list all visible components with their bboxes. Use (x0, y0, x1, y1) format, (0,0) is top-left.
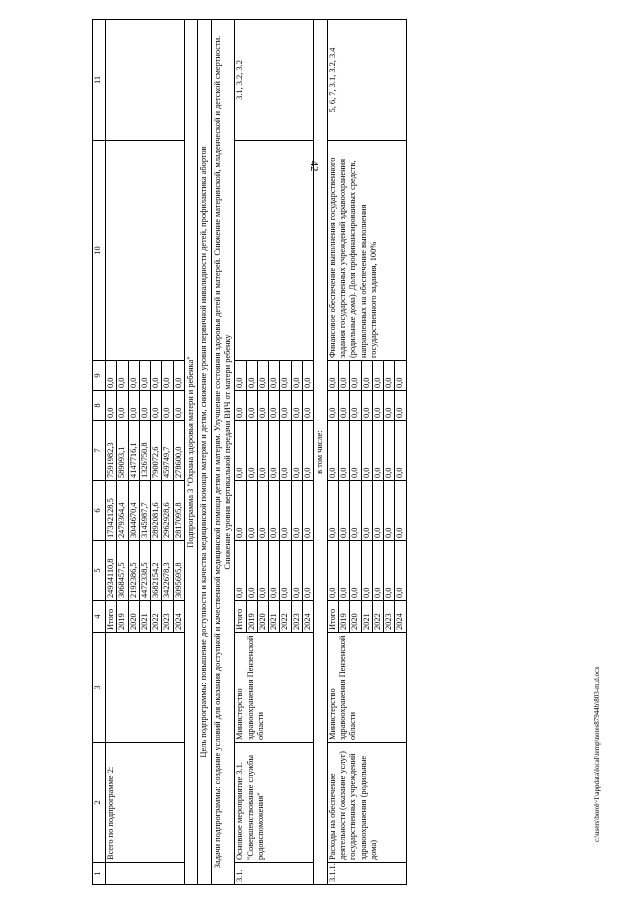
measure-3-1-value: 0,0 (235, 481, 246, 541)
subprogram-goal: Цель подпрограммы: повышение доступности и качества медицинской помощи матерям и детям, снижение уровня первичной инвалидности детей, профилактика абортов (198, 20, 211, 885)
measure-3-1-1-value: 0,0 (372, 421, 383, 481)
measure-3-1-1-value: 0,0 (372, 541, 383, 601)
measure-3-1-1-value: 0,0 (384, 391, 395, 421)
measure-3-1-value: 0,0 (269, 541, 280, 601)
total-value: 3095695,8 (173, 541, 184, 601)
total-value: 3682154,2 (151, 541, 162, 601)
total-value: 0,0 (162, 391, 173, 421)
total-value: 0,0 (128, 391, 139, 421)
total-value: 0,0 (117, 391, 128, 421)
measure-3-1-value: 0,0 (235, 391, 246, 421)
measure-3-1-1-value: 2021 (361, 601, 372, 633)
total-value: 0,0 (151, 361, 162, 391)
measure-3-1-value: 0,0 (280, 421, 291, 481)
column-number-row (93, 20, 106, 885)
measure-3-1-1-value: 0,0 (384, 481, 395, 541)
measure-3-1-value: 0,0 (257, 421, 268, 481)
total-refs (106, 20, 185, 141)
measure-3-1-1-value: 0,0 (395, 361, 406, 391)
measure-3-1-1-refs: 5, 6, 7, 3.1, 3.2, 3.4 (327, 20, 406, 141)
measure-3-1-value: 0,0 (291, 421, 302, 481)
measure-3-1-value: 0,0 (291, 541, 302, 601)
col-header-9: 9 (93, 361, 106, 391)
measure-3-1-1-value: 0,0 (361, 541, 372, 601)
total-value: 2024 (173, 601, 184, 633)
measure-3-1-1-value: 0,0 (338, 421, 349, 481)
measure-3-1-value: Итого (235, 601, 246, 633)
measure-3-1-1-value: 0,0 (372, 481, 383, 541)
goal-row (198, 20, 211, 885)
measure-3-1-1-executor: Министерство здравоохранения Пензенской области (327, 633, 406, 743)
measure-3-1-indicator (235, 141, 314, 361)
measure-3-1-value: 2023 (291, 601, 302, 633)
measure-3-1-value: 0,0 (257, 361, 268, 391)
measure-3-1-value: 0,0 (235, 541, 246, 601)
measure-3-1-row (235, 20, 246, 885)
measure-3-1-number: 3.1. (235, 863, 314, 885)
measure-3-1-1-indicator: Финансовое обеспечение выполнения государственного задания государственных учреждений здравоохранения (родильные дома). Доля профинансированных средств, направленных на обеспечение выполнения государственного задания, 100% (327, 141, 406, 361)
footer-path: c:\users\borol~1\appdata\local\temp\notes87944b\803-m.d.ocx (593, 666, 601, 842)
measure-3-1-value: 0,0 (303, 391, 314, 421)
measure-3-1-value: 0,0 (257, 391, 268, 421)
col-header-7: 7 (93, 421, 106, 481)
measure-3-1-1-value: 0,0 (350, 541, 361, 601)
measure-3-1-1-value: 2023 (384, 601, 395, 633)
total-value: 2962928,6 (162, 481, 173, 541)
measure-3-1-value: 2020 (257, 601, 268, 633)
total-value: 4147716,1 (128, 421, 139, 481)
col-header-8: 8 (93, 391, 106, 421)
measure-3-1-value: 0,0 (246, 481, 257, 541)
page-number: 42 (308, 160, 320, 172)
total-value: 0,0 (117, 361, 128, 391)
measure-3-1-1-value: 2022 (372, 601, 383, 633)
measure-3-1-1-value: 0,0 (372, 391, 383, 421)
measure-3-1-value: 2021 (269, 601, 280, 633)
col-header-3: 3 (93, 633, 106, 743)
total-value: 2023 (162, 601, 173, 633)
measure-3-1-value: 0,0 (280, 361, 291, 391)
measure-3-1-value: 0,0 (246, 421, 257, 481)
total-value: 2022 (151, 601, 162, 633)
measure-3-1-1-value: 2024 (395, 601, 406, 633)
total-block (106, 20, 185, 885)
measure-3-1-1-value: 0,0 (350, 361, 361, 391)
total-value: 0,0 (106, 361, 117, 391)
total-value: 278600,0 (173, 421, 184, 481)
measure-3-1-1-value: 2020 (350, 601, 361, 633)
measure-3-1-1-value: 0,0 (350, 481, 361, 541)
col-header-1: 1 (93, 863, 106, 885)
measure-3-1-1-value: 0,0 (350, 421, 361, 481)
col-header-10: 10 (93, 141, 106, 361)
total-value: 3422678,3 (162, 541, 173, 601)
measure-3-1-1-value: 2019 (338, 601, 349, 633)
total-value: 3068457,5 (117, 541, 128, 601)
measure-3-1-value: 0,0 (235, 361, 246, 391)
budget-table-sheet (92, 20, 584, 885)
measure-3-1-1-row (327, 20, 338, 885)
total-value: 2817095,8 (173, 481, 184, 541)
total-value: 0,0 (162, 361, 173, 391)
measure-3-1-1-value: 0,0 (338, 541, 349, 601)
measure-3-1-1-value: 0,0 (338, 391, 349, 421)
subprogram-title: Подпрограмма 3 "Охрана здоровья матери и ребенка" (185, 20, 198, 885)
total-indicator (106, 141, 185, 361)
total-value: 790072,6 (151, 421, 162, 481)
total-row (106, 20, 117, 885)
tasks-row (211, 20, 235, 885)
total-value: 2192386,5 (128, 541, 139, 601)
measure-3-1-value: 0,0 (257, 481, 268, 541)
measure-3-1-1-number: 3.1.1. (327, 863, 406, 885)
total-number (106, 863, 185, 885)
total-value: 2019 (117, 601, 128, 633)
total-name: Всего по подпрограмме 2: (106, 743, 185, 863)
col-header-4: 4 (93, 601, 106, 633)
measure-3-1-value: 0,0 (280, 391, 291, 421)
col-header-6: 6 (93, 481, 106, 541)
total-value: 7591982,3 (106, 421, 117, 481)
measure-3-1-value: 0,0 (246, 391, 257, 421)
total-value: 589093,1 (117, 421, 128, 481)
subprogram-tasks: Задачи подпрограммы: создание условий для оказания доступной и качественной медицинской помощи детям и матерям. Улучшение состояния здоровья детей и матерей. Снижение материнской, младенческой и детской смертности. Снижение уровня вертикальной передачи ВИЧ от матери ребенку (211, 20, 235, 885)
measure-3-1-1-value: 0,0 (361, 481, 372, 541)
including-label: в том числе: (314, 20, 327, 885)
measure-3-1-1-value: 0,0 (327, 481, 338, 541)
budget-table (92, 19, 407, 885)
measure-3-1-value: 0,0 (303, 361, 314, 391)
measure-3-1-1-value: 0,0 (338, 481, 349, 541)
col-header-5: 5 (93, 541, 106, 601)
subprogram-title-row (185, 20, 198, 885)
including-row (314, 20, 327, 885)
total-value: 1326750,8 (139, 421, 150, 481)
measure-3-1-1-value: 0,0 (395, 481, 406, 541)
measure-3-1-1-value: 0,0 (395, 421, 406, 481)
total-value: 3044670,4 (128, 481, 139, 541)
measure-3-1-1-value: 0,0 (338, 361, 349, 391)
measure-3-1-value: 0,0 (235, 421, 246, 481)
total-value: 24934110,8 (106, 541, 117, 601)
measure-3-1-value: 0,0 (280, 481, 291, 541)
measure-3-1-value: 0,0 (291, 391, 302, 421)
measure-3-1-1-value: 0,0 (327, 541, 338, 601)
total-value: Итого (106, 601, 117, 633)
measure-3-1-value: 0,0 (303, 481, 314, 541)
measure-3-1-value: 0,0 (269, 481, 280, 541)
measure-3-1-1-value: 0,0 (395, 391, 406, 421)
measure-3-1-block (235, 20, 314, 885)
total-value: 459749,7 (162, 421, 173, 481)
measure-3-1-1-name: Расходы на обеспечение деятельности (оказание услуг) государственных учреждений здравоохранения (родильные дома) (327, 743, 406, 863)
total-value: 0,0 (173, 391, 184, 421)
measure-3-1-value: 0,0 (269, 361, 280, 391)
measure-3-1-1-value: 0,0 (384, 541, 395, 601)
measure-3-1-1-value: 0,0 (350, 391, 361, 421)
total-value: 0,0 (151, 391, 162, 421)
measure-3-1-1-value: Итого (327, 601, 338, 633)
measure-3-1-executor: Министерство здравоохранения Пензенской области (235, 633, 314, 743)
measure-3-1-value: 0,0 (291, 361, 302, 391)
measure-3-1-value: 0,0 (303, 421, 314, 481)
measure-3-1-value: 0,0 (246, 361, 257, 391)
col-header-2: 2 (93, 743, 106, 863)
total-value: 2020 (128, 601, 139, 633)
measure-3-1-value: 0,0 (291, 481, 302, 541)
measure-3-1-1-value: 0,0 (395, 541, 406, 601)
measure-3-1-value: 0,0 (280, 541, 291, 601)
measure-3-1-value: 2022 (280, 601, 291, 633)
measure-3-1-value: 0,0 (269, 391, 280, 421)
measure-3-1-1-value: 0,0 (327, 391, 338, 421)
total-value: 2021 (139, 601, 150, 633)
measure-3-1-1-block (327, 20, 406, 885)
total-value: 17342128,5 (106, 481, 117, 541)
total-value: 4472338,5 (139, 541, 150, 601)
total-value: 0,0 (106, 391, 117, 421)
measure-3-1-value: 0,0 (257, 541, 268, 601)
measure-3-1-value: 2024 (303, 601, 314, 633)
measure-3-1-1-value: 0,0 (361, 361, 372, 391)
measure-3-1-1-value: 0,0 (361, 391, 372, 421)
total-executor (106, 633, 185, 743)
measure-3-1-refs: 3.1, 3.2, 3.2 (235, 20, 314, 141)
total-value: 2892081,6 (151, 481, 162, 541)
measure-3-1-value: 2019 (246, 601, 257, 633)
measure-3-1-1-value: 0,0 (361, 421, 372, 481)
measure-3-1-value: 0,0 (269, 421, 280, 481)
measure-3-1-1-value: 0,0 (327, 361, 338, 391)
measure-3-1-value: 0,0 (303, 541, 314, 601)
total-value: 2479364,4 (117, 481, 128, 541)
total-value: 0,0 (139, 391, 150, 421)
measure-3-1-1-value: 0,0 (384, 361, 395, 391)
measure-3-1-1-value: 0,0 (372, 361, 383, 391)
total-value: 0,0 (128, 361, 139, 391)
measure-3-1-name: Основное мероприятие 3.1. "Совершенствование службы родовспоможения" (235, 743, 314, 863)
col-header-11: 11 (93, 20, 106, 141)
measure-3-1-1-value: 0,0 (384, 421, 395, 481)
total-value: 0,0 (173, 361, 184, 391)
measure-3-1-value: 0,0 (246, 541, 257, 601)
total-value: 3145987,7 (139, 481, 150, 541)
total-value: 0,0 (139, 361, 150, 391)
measure-3-1-1-value: 0,0 (327, 421, 338, 481)
